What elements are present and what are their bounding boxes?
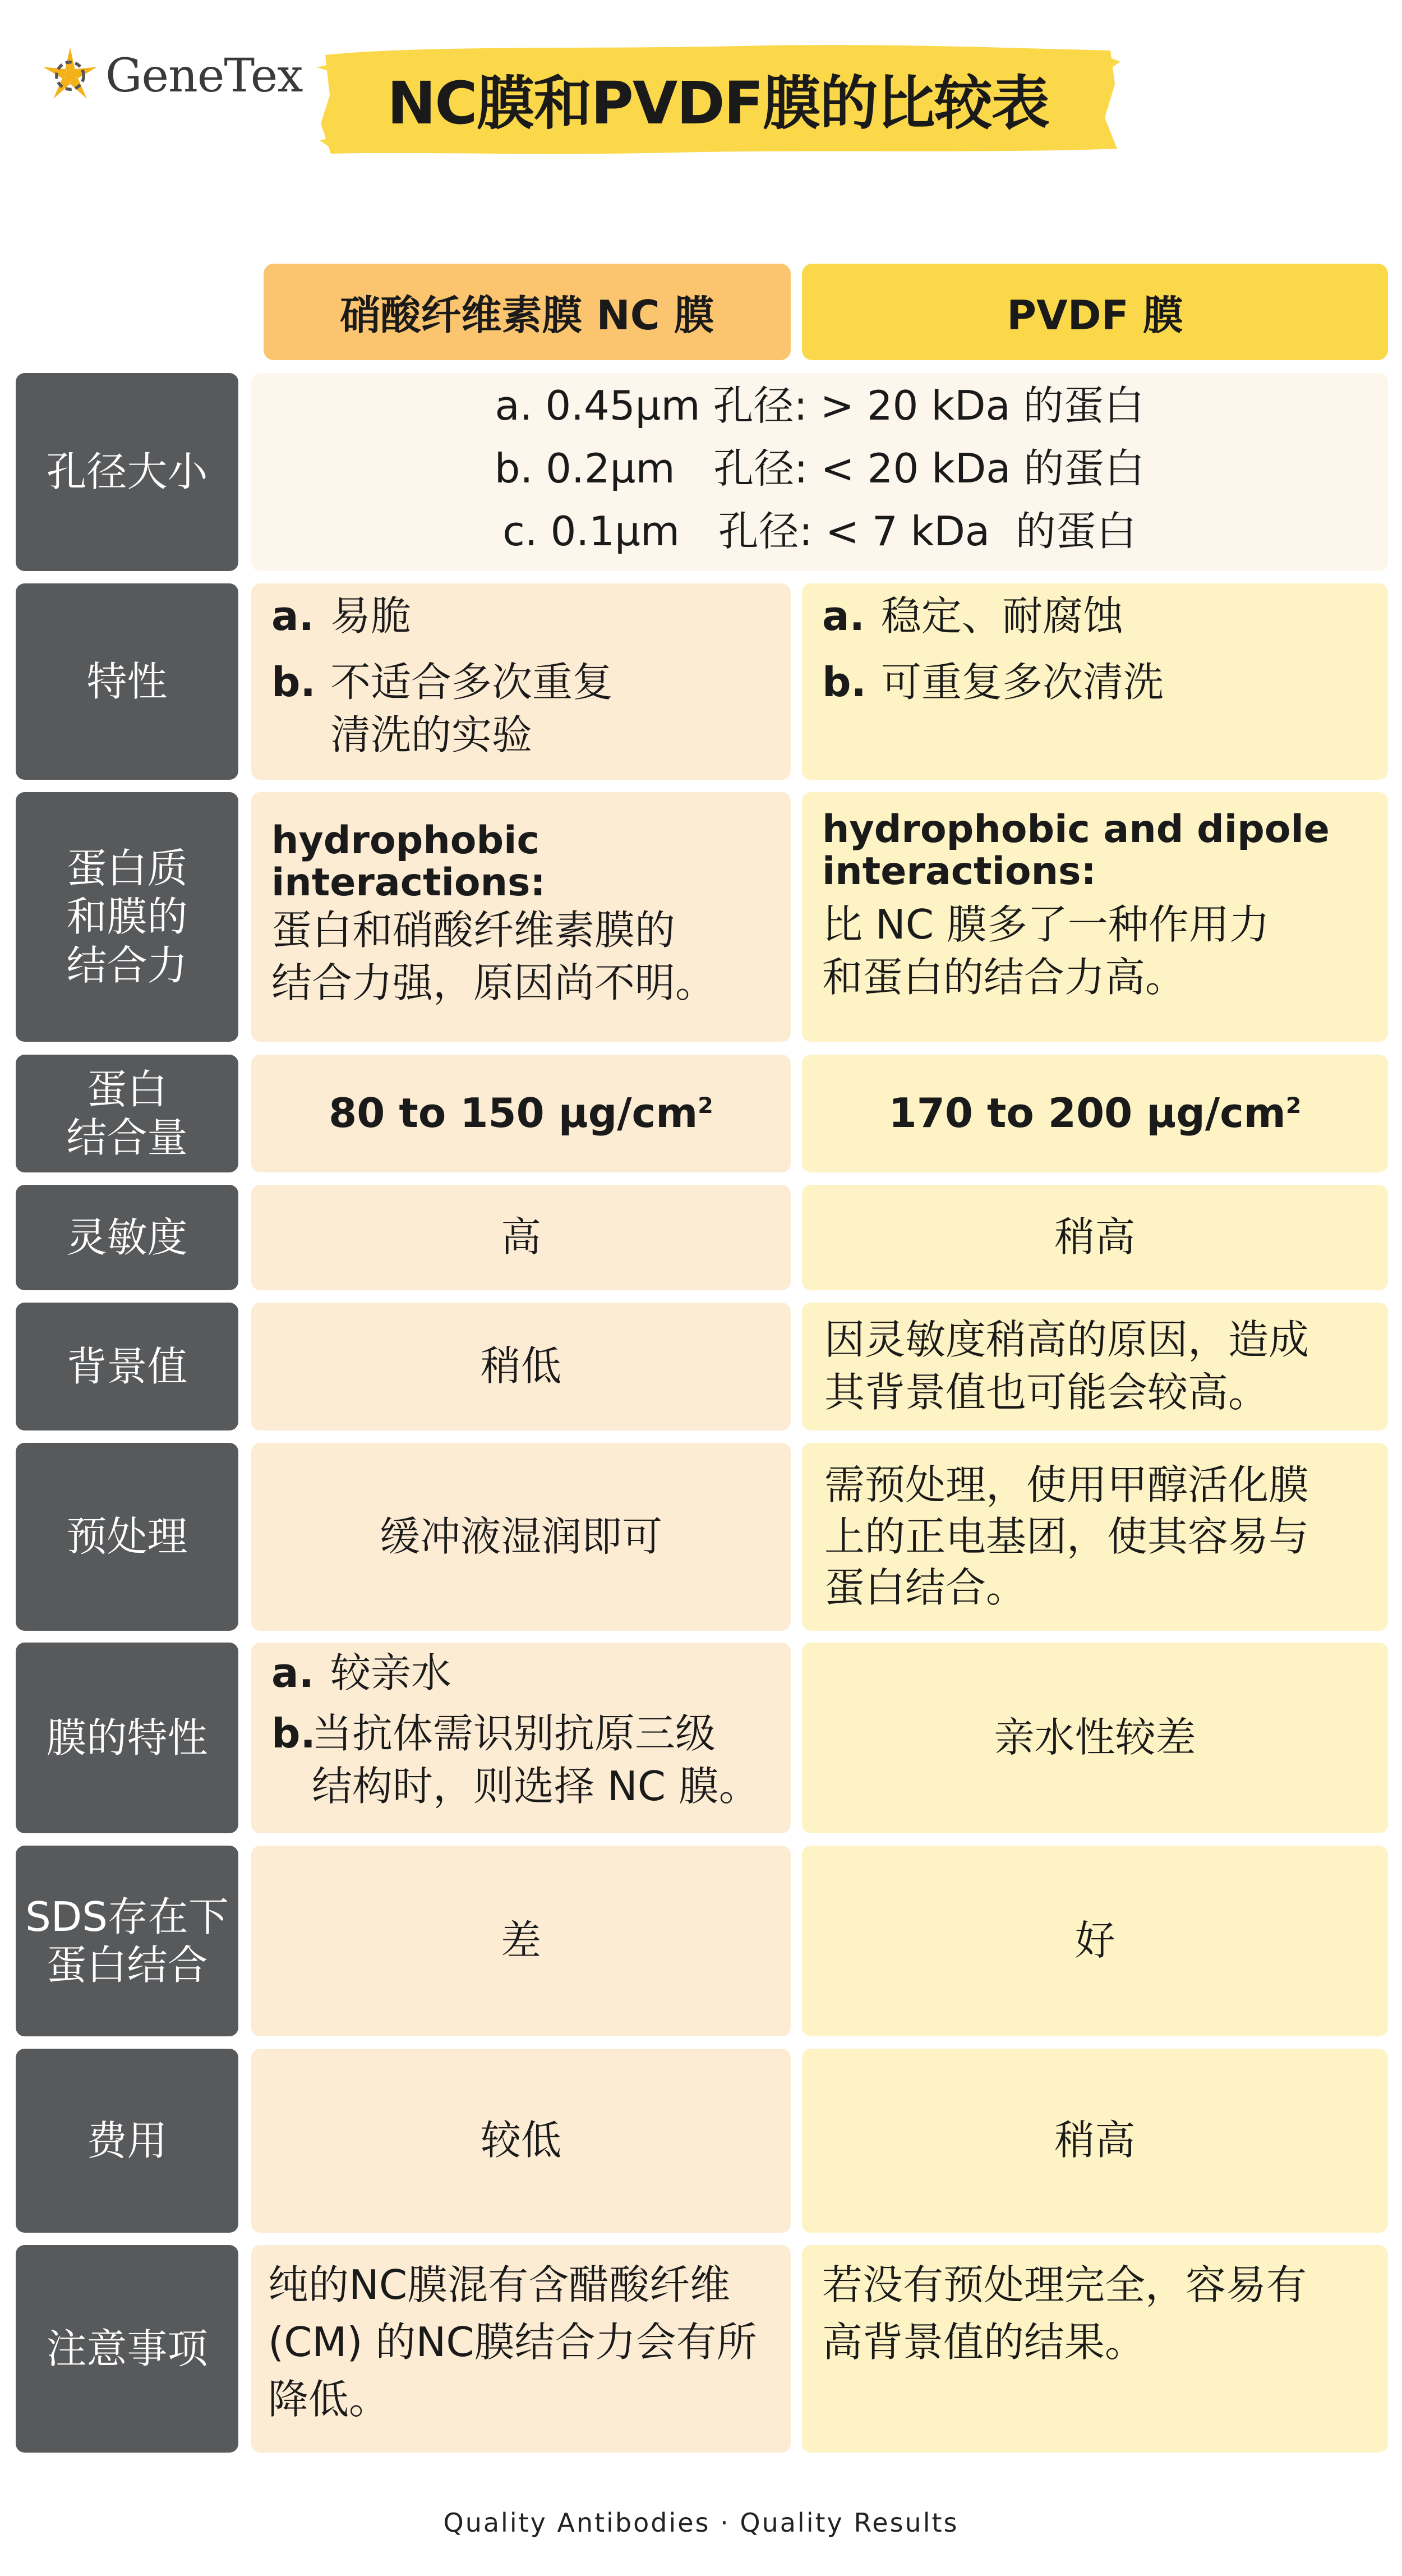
- row-label: 注意事项: [16, 2245, 238, 2453]
- binding-capacity-value: 170 to 200 $\mu g/cm^2$: [888, 1089, 1302, 1137]
- row-property: [16, 583, 1388, 780]
- row-label: 灵敏度: [16, 1185, 238, 1290]
- list-text: 不适合多次重复 清洗的实验: [330, 659, 614, 758]
- list-marker: a.: [822, 592, 865, 640]
- list-marker: b.: [271, 1710, 316, 1757]
- pore-size-line: b. 0.2μm 孔径: < 20 kDa 的蛋白: [494, 445, 1145, 492]
- list-marker: a.: [271, 1649, 314, 1696]
- page-title: NC膜和PVDF膜的比较表: [387, 69, 1049, 137]
- sds-nc-cell: 差: [251, 1846, 791, 2036]
- list-text: 稳定、耐腐蚀: [881, 592, 1124, 640]
- row-pore-size: [16, 373, 1388, 571]
- list-marker: b.: [822, 659, 866, 706]
- list-item: [271, 590, 780, 643]
- row-binding-capacity: [16, 1055, 1388, 1172]
- binding-force-heading: hydrophobic interactions:: [271, 818, 546, 905]
- genetex-star-icon: [39, 45, 101, 107]
- list-text: 易脆: [330, 592, 412, 640]
- notes-pvdf-text: 若没有预处理完全，容易有 高背景值的结果。: [822, 2261, 1307, 2366]
- cost-nc-cell: 较低: [251, 2049, 791, 2233]
- pore-size-cell: [251, 373, 1388, 571]
- background-pvdf-cell: [802, 1303, 1388, 1430]
- list-text: 当抗体需识别抗原三级 结构时，则选择 NC 膜。: [312, 1710, 759, 1810]
- row-label: 费用: [16, 2049, 238, 2233]
- binding-capacity-nc-cell: [251, 1055, 791, 1172]
- binding-capacity-value: 80 to 150 $\mu g/cm^2$: [329, 1089, 713, 1137]
- property-nc-cell: [251, 583, 791, 780]
- pore-size-line: a. 0.45μm 孔径: > 20 kDa 的蛋白: [495, 382, 1145, 429]
- membrane-property-nc-cell: [251, 1643, 791, 1833]
- binding-force-text: 蛋白和硝酸纤维素膜的 结合力强，原因尚不明。: [271, 907, 716, 1006]
- row-notes: [16, 2245, 1388, 2453]
- row-cost: [16, 2049, 1388, 2233]
- row-label: 特性: [16, 583, 238, 780]
- row-label: 孔径大小: [16, 373, 238, 571]
- row-sensitivity: [16, 1185, 1388, 1290]
- notes-nc-text: 纯的NC膜混有含醋酸纤维 (CM) 的NC膜结合力会有所 降低。: [268, 2261, 757, 2423]
- binding-force-heading: hydrophobic and dipole interactions:: [822, 807, 1330, 894]
- sds-pvdf-cell: 好: [802, 1846, 1388, 2036]
- row-sds-binding: [16, 1846, 1388, 2036]
- binding-capacity-pvdf-cell: [802, 1055, 1388, 1172]
- row-label: 蛋白质 和膜的 结合力: [16, 792, 238, 1042]
- list-text: 较亲水: [330, 1649, 452, 1696]
- list-item: [271, 1647, 780, 1700]
- sensitivity-pvdf-cell: 稍高: [802, 1185, 1388, 1290]
- binding-force-nc-cell: [251, 792, 791, 1042]
- unit-superscript: 2: [698, 1093, 713, 1119]
- header-nc-membrane: 硝酸纤维素膜 NC 膜: [264, 264, 791, 360]
- membrane-property-pvdf-cell: 亲水性较差: [802, 1643, 1388, 1833]
- row-pretreatment: [16, 1443, 1388, 1631]
- title-banner: [314, 34, 1122, 163]
- header-pvdf-membrane: PVDF 膜: [802, 264, 1388, 360]
- list-text: 可重复多次清洗: [881, 659, 1164, 706]
- row-binding-force: [16, 792, 1388, 1042]
- row-label: 预处理: [16, 1443, 238, 1631]
- property-pvdf-cell: [802, 583, 1388, 780]
- row-background: [16, 1303, 1388, 1430]
- row-label: 膜的特性: [16, 1643, 238, 1833]
- pore-size-line: c. 0.1μm 孔径: < 7 kDa 的蛋白: [502, 508, 1137, 555]
- row-label: 背景值: [16, 1303, 238, 1430]
- binding-force-pvdf-cell: [802, 792, 1388, 1042]
- list-item: [822, 590, 1377, 643]
- binding-force-text: 比 NC 膜多了一种作用力 和蛋白的结合力高。: [822, 901, 1270, 1001]
- footer-tagline: Quality Antibodies · Quality Results: [443, 2508, 959, 2538]
- pretreatment-pvdf-cell: [802, 1443, 1388, 1631]
- notes-pvdf-cell: [802, 2245, 1388, 2453]
- genetex-logo: [39, 39, 303, 112]
- list-item: [271, 656, 780, 761]
- background-nc-cell: 稍低: [251, 1303, 791, 1430]
- pretreatment-pvdf-text: 需预处理，使用甲醇活化膜 上的正电基团，使其容易与 蛋白结合。: [824, 1461, 1309, 1612]
- row-label: SDS存在下 蛋白结合: [16, 1846, 238, 2036]
- pretreatment-nc-cell: 缓冲液湿润即可: [251, 1443, 791, 1631]
- notes-nc-cell: [251, 2245, 791, 2453]
- logo-brand-text: GeneTex: [105, 49, 303, 103]
- unit-superscript: 2: [1285, 1093, 1302, 1119]
- row-membrane-property: [16, 1643, 1388, 1833]
- list-marker: b.: [271, 659, 316, 706]
- cost-pvdf-cell: 稍高: [802, 2049, 1388, 2233]
- list-item: [822, 656, 1377, 709]
- sensitivity-nc-cell: 高: [251, 1185, 791, 1290]
- list-item: [271, 1708, 780, 1813]
- background-pvdf-text: 因灵敏度稍高的原因，造成 其背景值也可能会较高。: [824, 1316, 1309, 1416]
- list-marker: a.: [271, 592, 314, 640]
- row-label: 蛋白 结合量: [16, 1055, 238, 1172]
